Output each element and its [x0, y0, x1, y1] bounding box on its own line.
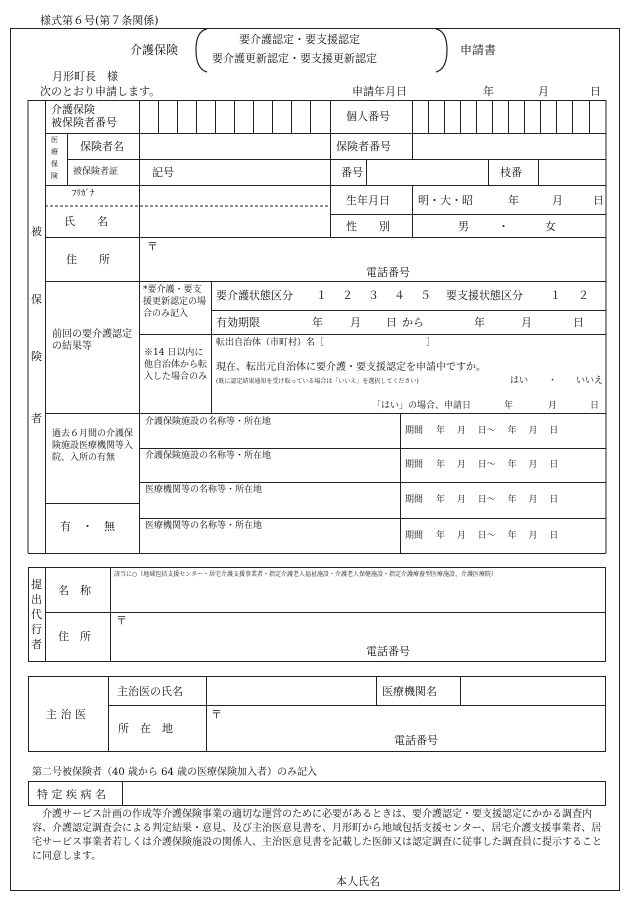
application-label: 申請書 [460, 43, 497, 57]
care-level-4[interactable]: ４ [394, 289, 405, 302]
location-label: 所 在 地 [118, 722, 173, 735]
disease-field[interactable] [123, 782, 605, 805]
agent-side-3: 代 [31, 608, 42, 621]
support-level-1[interactable]: １ [550, 289, 561, 302]
sex-male-option[interactable]: 男 [458, 220, 469, 233]
doctor-postal-mark: 〒 [211, 708, 222, 721]
number-field[interactable] [367, 160, 488, 185]
location-field[interactable] [225, 706, 605, 734]
sex-label: 性 別 [346, 220, 390, 233]
insurer-name-label: 保険者名 [80, 140, 124, 153]
birth-era-options[interactable]: 明・大・昭 [418, 194, 473, 207]
agent-side-5: 者 [31, 638, 42, 651]
apply-month: 月 [538, 85, 549, 98]
agent-address-field[interactable] [130, 613, 605, 641]
insurer-number-label: 保険者番号 [336, 140, 391, 153]
doctor-name-field[interactable] [207, 677, 376, 705]
valid-from-year: 年 [312, 316, 323, 329]
address-field[interactable] [160, 238, 606, 264]
consent-text: 介護サービス計画の作成等介護保険事業の適切な運営のために必要があるときは、要介護認定・要支援認定にかかる調査内容、介護認定調査会による判定結果・意見、及び主治医意見書を、月形町から地域包括支援センター、居宅介護支援事業者、居宅サービス事業者若しくは介護保険施設の関係人、主治医意見書を記載した医師又は認定調査に従事した調査員に提示することに同意します。 [32, 809, 602, 862]
valid-from-day: 日 [386, 316, 397, 329]
care-level-2[interactable]: ２ [342, 289, 353, 302]
option-certification[interactable]: 要介護認定・要支援認定 [239, 33, 360, 46]
agent-name-label: 名 称 [58, 584, 91, 597]
insurer-name-field[interactable] [140, 134, 330, 159]
personal-number-label: 個人番号 [346, 110, 390, 123]
origin-municipality-label: 転出自治体（市町村）名［ [216, 338, 325, 348]
form-number: 様式第６号(第７条関係) [40, 14, 159, 27]
furigana-field[interactable] [140, 186, 330, 206]
symbol-label: 記号 [152, 166, 174, 179]
presence-options[interactable]: 有 ・ 無 [60, 520, 115, 533]
period-dates-3: 年 月 日～ 年 月 日 [436, 495, 559, 505]
sex-female-option[interactable]: 女 [545, 220, 556, 233]
side-label-1: 被 [31, 225, 42, 238]
apply-day: 日 [590, 85, 601, 98]
institution-field[interactable] [461, 677, 605, 705]
care-level-label: 要介護状態区分 [216, 289, 293, 302]
period-dates-2: 年 月 日～ 年 月 日 [436, 460, 559, 470]
period-label-3: 期間 [405, 495, 424, 505]
side-label-3: 険 [31, 350, 42, 363]
origin-municipality-close: ］ [426, 338, 436, 348]
doctor-phone-label: 電話番号 [394, 734, 438, 747]
birth-year: 年 [508, 194, 519, 207]
disease-label: 特 定 疾 病 名 [37, 788, 106, 801]
insured-card-label: 被保険者証 [73, 167, 119, 177]
birth-day: 日 [593, 194, 604, 207]
valid-from-word: から [402, 316, 424, 329]
period-label-1: 期間 [405, 426, 424, 436]
previous-result-label: 前回の要介護認定の結果等 [52, 329, 132, 352]
renewal-note: *要介護・要支援更新認定の場合のみ記入 [143, 285, 207, 319]
if-yes-month: 月 [548, 401, 558, 411]
care-level-3[interactable]: ３ [368, 289, 379, 302]
facility-row-3-label: 医療機関等の名称等・所在地 [145, 485, 263, 495]
left-paren [196, 29, 207, 72]
pending-question-note: (既に認定結果通知を受け取っている場合は「いいえ」を選択してください) [216, 378, 419, 385]
branch-label: 枝番 [500, 166, 522, 179]
side-label-2: 保 [31, 293, 42, 306]
branch-field[interactable] [539, 160, 606, 185]
care-level-5[interactable]: ５ [420, 289, 431, 302]
addressee: 月形町長 様 [52, 70, 118, 83]
if-yes-year: 年 [504, 401, 514, 411]
postal-mark: 〒 [147, 240, 158, 253]
right-paren [436, 29, 447, 72]
name-label: 氏 名 [64, 215, 108, 228]
personal-number-field[interactable] [413, 101, 606, 133]
agent-address-label: 住 所 [58, 630, 91, 643]
facility-row-2-label: 介護保険施設の名称等・所在地 [145, 451, 272, 461]
agent-side-1: 提 [31, 578, 42, 591]
phone-label: 電話番号 [366, 266, 410, 279]
birth-month: 月 [552, 194, 563, 207]
period-dates-1: 年 月 日～ 年 月 日 [436, 426, 559, 436]
option-renewal[interactable]: 要介護更新認定・要支援更新認定 [212, 52, 377, 65]
support-level-label: 要支援状態区分 [446, 289, 523, 302]
period-label-2: 期間 [405, 460, 424, 470]
doctor-label: 主 治 医 [46, 708, 86, 721]
care-level-1[interactable]: １ [316, 289, 327, 302]
agent-phone-label: 電話番号 [366, 645, 410, 658]
address-label: 住 所 [66, 253, 110, 266]
medical-insurance-label: 医療保険 [51, 136, 58, 180]
pending-question: 現在、転出元自治体に要介護・要支援認定を申請中ですか。 [216, 362, 486, 373]
signature-field[interactable] [392, 868, 602, 888]
furigana-label: ﾌﾘｶﾞﾅ [72, 189, 95, 199]
apply-date-label: 申請年月日 [352, 85, 407, 98]
sex-separator: ・ [498, 220, 509, 233]
insured-number-label: 介護保険 被保険者番号 [51, 103, 117, 129]
symbol-field[interactable] [185, 160, 330, 185]
birth-label: 生年月日 [346, 194, 390, 207]
transfer-note: ※14 日以内に他自治体から転入した場合のみ [144, 348, 208, 382]
agent-side-2: 出 [31, 593, 42, 606]
insurer-number-field[interactable] [413, 134, 606, 159]
answer-separator: ・ [548, 376, 558, 386]
period-dates-4: 年 月 日～ 年 月 日 [436, 531, 559, 541]
valid-from-month: 月 [350, 316, 361, 329]
valid-to-year: 年 [474, 316, 485, 329]
doctor-name-label: 主治医の氏名 [117, 685, 183, 698]
name-field[interactable] [140, 207, 330, 237]
insurance-label: 介護保険 [130, 43, 179, 57]
facility-history-label: 過去６月間の介護保険施設医療機関等入院、入所の有無 [52, 429, 134, 463]
if-yes-day: 日 [590, 401, 600, 411]
number-label: 番号 [341, 166, 363, 179]
side-label-4: 者 [31, 412, 42, 425]
second-insured-note: 第二号被保険者（40 歳から 64 歳の医療保険加入者）のみ記入 [32, 767, 317, 778]
agent-side-4: 行 [31, 623, 42, 636]
apply-year: 年 [483, 85, 494, 98]
facility-row-1-label: 介護保険施設の名称等・所在地 [145, 417, 272, 427]
if-yes-apply-date: 「はい」の場合、申請日 [372, 401, 472, 411]
facility-row-4-label: 医療機関等の名称等・所在地 [145, 521, 263, 531]
answer-no[interactable]: いいえ [576, 376, 604, 386]
answer-yes[interactable]: はい [510, 376, 529, 386]
agent-type-note[interactable]: 該当に○（地域包括支援センター・居宅介護支援事業者・指定介護老人福祉施設・介護老人保健施設・指定介護療養型医療施設、介護医療院） [114, 571, 497, 578]
agent-postal-mark: 〒 [116, 614, 127, 627]
period-label-4: 期間 [405, 531, 424, 541]
request-text: 次のとおり申請します。 [40, 85, 161, 98]
institution-label: 医療機関名 [382, 685, 437, 698]
valid-to-day: 日 [573, 316, 584, 329]
origin-municipality-field[interactable] [346, 336, 424, 350]
insured-number-field[interactable] [140, 101, 330, 133]
agent-name-field[interactable] [111, 582, 605, 612]
support-level-2[interactable]: ２ [578, 289, 589, 302]
signature-label: 本人氏名 [336, 875, 380, 888]
valid-to-month: 月 [521, 316, 532, 329]
valid-period-label: 有効期限 [216, 316, 260, 329]
